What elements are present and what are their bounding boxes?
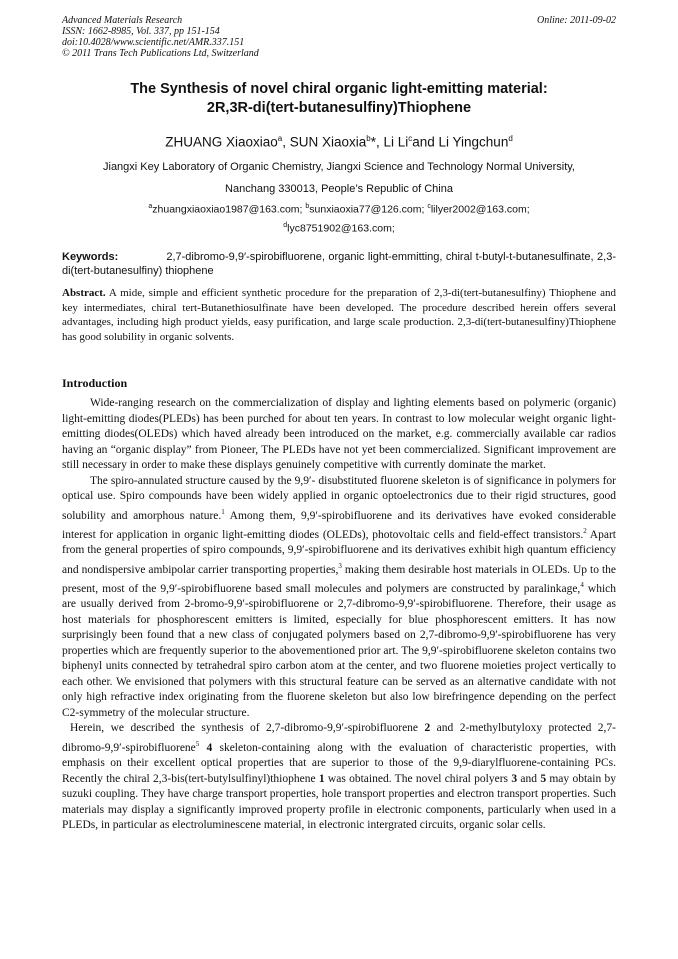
author-2: SUN Xiaoxia <box>289 134 367 150</box>
author-and: and <box>412 134 439 150</box>
p2-text-e: which are usually derived from 2-bromo-9,9′-spirobifluorene or 2,7-dibromo-9,9′-spirobifluorene. Therefore, their usage as host materials for phosphorescent emitters is limited, especially for blue phosphorescent emitters. It has now surprisingly been found that a new class of conjugated polymers based on 2,7-dibromo-9,9′-spirobifluorene has very properties which are frequently superior to the abovementioned prior art. The 9,9′-spirobifluorene skeleton contains two biphenyl units connected by tetrahedral spiro carbon atom at the center, and two fluorene moieties project vertically to each other. We envisioned that polymers with this structural feature can be served as an alternative candidate with not only high refractive index originating from the fluorene skeleton but also low birefringence depending on the perfect C2-symmetry of the molecular structure. <box>62 582 616 719</box>
compound-number: 2 <box>424 722 431 735</box>
online-date: Online: 2011-09-02 <box>537 15 616 26</box>
journal-doi: doi:10.4028/www.scientific.net/AMR.337.151 <box>62 37 245 48</box>
compound-number: 1 <box>318 772 325 785</box>
email-b: sunxiaoxia77@126.com; <box>309 203 428 216</box>
keywords-label: Keywords: <box>62 251 119 263</box>
email-c: lilyer2002@163.com; <box>430 203 530 216</box>
journal-header <box>62 15 616 59</box>
author-1: ZHUANG Xiaoxiao <box>165 134 278 150</box>
paragraph-1: Wide-ranging research on the commercialization of display and lighting elements based on polymeric (organic) light-emitting diodes(PLEDs) has been purched for about ten years. In contrast to low molecular weight organic light-emitting diodes(OLEDs) which haved already been introduced on the market, e.g. commercially available car radios having an “organic display” from Pioneer, The PLEDs have not yet been commercialized. Significant improvement are still necessary in order to make these displays genuinely competitive with currently dominate the market. <box>62 397 616 471</box>
compound-number: 4 <box>199 741 213 754</box>
affiliation <box>62 156 616 200</box>
title-line-1: The Synthesis of novel chiral organic light-emitting material: <box>130 81 548 97</box>
affiliation-line-1: Jiangxi Key Laboratory of Organic Chemistry, Jiangxi Science and Technology Normal University, <box>103 161 575 173</box>
paper-title <box>62 80 616 118</box>
journal-copyright: © 2011 Trans Tech Publications Ltd, Switzerland <box>62 48 259 59</box>
p3-text-e: and <box>517 772 541 785</box>
p3-text-c: skeleton-containing along with the evaluation of characteristic properties, with emphasis on their excellent optical properties that are superior to those of the 9,9-diarylfluorene-containing PCs. Recently the chiral 2,3-bis(tert-butylsulfinyl)thiophene <box>62 741 617 785</box>
p2-text-a: The spiro-annulated structure caused by the 9,9′- disubstituted fluorene skeleton is of significance in polymers for optical use. Spiro compounds have been widely applied in organic optoelectronics due to their rigid structures, good solubility and amorphous nature. <box>62 474 616 522</box>
p2-text-d: making them desirable host materials in OLEDs. Up to the present, most of the 9,9′-spirobifluorene based small molecules and polymers are constructed by paralinkage, <box>62 563 616 595</box>
title-line-2: 2R,3R-di(tert-butanesulfiny)Thiophene <box>206 100 472 116</box>
paragraph-3 <box>62 721 616 833</box>
paragraph-2 <box>62 474 616 722</box>
affiliation-line-2: Nanchang 330013, People’s Republic of China <box>225 183 453 195</box>
keywords-text: 2,7-dibromo-9,9′-spirobifluorene, organic light-emmitting, chiral t-butyl-t-butanesulfinate, 2,3-di(tert-butanesulfiny) thiophene <box>62 251 616 277</box>
p3-text-f: may obtain by suzuki coupling. They have charge transport properties, hole transport properties and electron transport properties. Such materials may display a significantly improved property profile in electronic components, particularly when used in a PLEDs, in particular as electroluminescene material, in electronic intergrated circuits, organic solar cells. <box>62 772 617 832</box>
author-list <box>62 130 616 151</box>
introduction-body <box>62 396 616 834</box>
abstract <box>62 286 616 344</box>
abstract-text: A mide, simple and efficient synthetic procedure for the preparation of 2,3-di(tert-butanesulfiny) Thiophene and key intermediates, chiral tert-Butanethiosulfinate have been developed. The procedure described herein offers several advantages, including high product yields, easy purification, and large scale production. 2,3-di(tert-butanesulfiny)Thiophene has good solubility in organic solvents. <box>62 287 616 343</box>
author-4: Li Yingchun <box>438 134 509 150</box>
email-a: zhuangxiaoxiao1987@163.com; <box>152 203 306 216</box>
keywords <box>62 250 616 278</box>
author-separator: , <box>282 134 290 150</box>
email-c-sup: c <box>427 203 431 210</box>
citation-ref: 1 <box>221 507 225 516</box>
citation-ref: 5 <box>195 739 200 748</box>
p3-text-d: was obtained. The novel chiral polyers <box>324 772 512 785</box>
p2-text-b: Among them, 9,9′-spirobifluorene and its derivatives have evoked considerable interest for application in organic light-emitting diodes (OLEDs), photovoltaic cells and field-effect transistors. <box>62 509 616 541</box>
email-a-sup: a <box>148 203 153 210</box>
p2-text-c: Apart from the general properties of spiro compounds, 9,9′-spirobifluorene and its derivatives exhibit high quantum efficiency and nondispersive ambipolar carrier transporting properties, <box>62 528 616 576</box>
author-2-affil: b <box>366 134 371 143</box>
email-b-sup: b <box>305 203 310 210</box>
citation-ref: 4 <box>580 580 584 589</box>
email-list <box>90 199 588 236</box>
p3-text-b: and 2-methylbutyloxy protected 2,7-dibromo-9,9′-spirobifluorene <box>62 722 616 754</box>
author-3-affil: c <box>408 134 413 143</box>
p3-text-a: Herein, we described the synthesis of 2,7-dibromo-9,9′-spirobifluorene <box>70 722 425 735</box>
author-4-affil: d <box>508 134 513 143</box>
author-3: Li Li <box>383 134 409 150</box>
section-heading-introduction: Introduction <box>62 376 128 390</box>
email-d: lyc8751902@163.com; <box>287 222 395 234</box>
compound-number: 3 <box>511 772 518 785</box>
email-d-sup: d <box>283 221 288 229</box>
journal-issn: ISSN: 1662-8985, Vol. 337, pp 151-154 <box>62 26 220 37</box>
citation-ref: 3 <box>338 561 342 570</box>
journal-name: Advanced Materials Research <box>62 15 183 26</box>
compound-number: 5 <box>540 772 547 785</box>
abstract-label: Abstract. <box>62 287 106 299</box>
corresponding-mark: *, <box>370 134 384 150</box>
citation-ref: 2 <box>583 526 587 535</box>
author-1-affil: a <box>277 134 283 143</box>
